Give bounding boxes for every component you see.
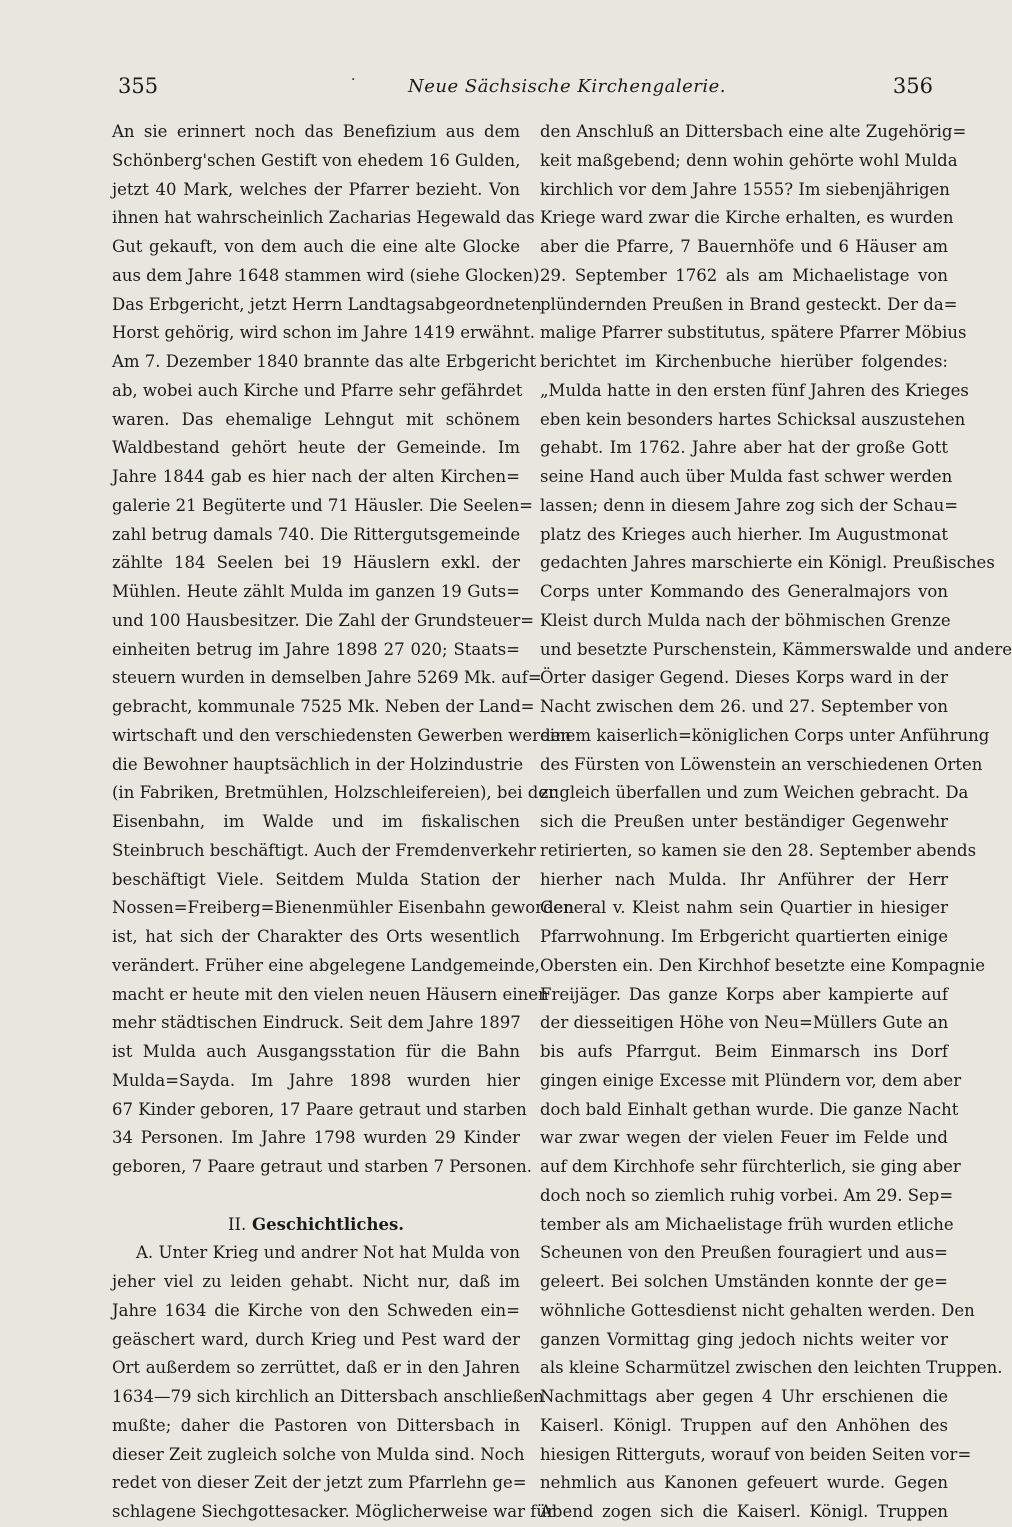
text-line: ist Mulda auch Ausgangsstation für die Bahn bbox=[112, 1042, 520, 1061]
left-column bbox=[112, 118, 575, 1527]
text-line: 1634—79 sich kirchlich an Dittersbach anschließen bbox=[112, 1387, 544, 1406]
text-line: nehmlich aus Kanonen gefeuert wurde. Gegen bbox=[540, 1473, 948, 1493]
text-line: gebracht, kommunale 7525 Mk. Neben der Land= bbox=[112, 697, 535, 716]
text-line: Kaiserl. Königl. Truppen auf den Anhöhen des bbox=[540, 1415, 948, 1435]
text-line: 67 Kinder geboren, 17 Paare getraut und starben bbox=[112, 1099, 527, 1119]
text-line: ganzen Vormittag ging jedoch nichts weiter vor bbox=[540, 1329, 948, 1349]
text-line: Pfarrwohnung. Im Erbgericht quartierten einige bbox=[540, 927, 948, 946]
text-line: Eisenbahn, im Walde und im fiskalischen bbox=[112, 812, 520, 831]
text-line: redet von dieser Zeit der jetzt zum Pfarrlehn ge= bbox=[112, 1473, 527, 1493]
text-line: Jahre 1844 gab es hier nach der alten Kirchen= bbox=[112, 467, 520, 486]
text-line: seine Hand auch über Mulda fast schwer werden bbox=[540, 467, 953, 486]
text-line: Jahre 1634 die Kirche von den Schweden ein= bbox=[112, 1300, 520, 1320]
section-heading bbox=[112, 1211, 520, 1240]
text-line: Freijäger. Das ganze Korps aber kampierte auf bbox=[540, 984, 948, 1004]
text-line: auf dem Kirchhofe sehr fürchterlich, sie ging aber bbox=[540, 1157, 961, 1176]
text-line: hiesigen Ritterguts, worauf von beiden Seiten vor= bbox=[540, 1444, 972, 1464]
text-line: geleert. Bei solchen Umständen konnte der ge= bbox=[540, 1272, 948, 1291]
text-line: Mulda=Sayda. Im Jahre 1898 wurden hier bbox=[112, 1070, 520, 1090]
text-line: mußte; daher die Pastoren von Dittersbach in bbox=[112, 1415, 520, 1435]
text-line: Nacht zwischen dem 26. und 27. September von bbox=[540, 697, 948, 716]
text-line: Scheunen von den Preußen fouragiert und aus= bbox=[540, 1243, 948, 1263]
right-column bbox=[540, 118, 1012, 1527]
page-number-right: 356 bbox=[892, 74, 933, 98]
page-header bbox=[118, 74, 933, 104]
header-mark: · bbox=[351, 72, 356, 88]
text-line: steuern wurden in demselben Jahre 5269 Mk. auf= bbox=[112, 668, 542, 688]
text-line: ist, hat sich der Charakter des Orts wesentlich bbox=[112, 927, 520, 946]
text-line: als kleine Scharmützel zwischen den leichten Truppen. bbox=[540, 1358, 1003, 1378]
text-line: gehabt. Im 1762. Jahre aber hat der große Gott bbox=[540, 438, 948, 458]
text-line: Abend zogen sich die Kaiserl. Königl. Truppen bbox=[540, 1502, 948, 1521]
text-line: ihnen hat wahrscheinlich Zacharias Hegewald das bbox=[112, 208, 535, 228]
text-line: malige Pfarrer substitutus, spätere Pfarrer Möbius bbox=[540, 323, 967, 343]
text-line: kirchlich vor dem Jahre 1555? Im siebenjährigen bbox=[540, 179, 950, 199]
text-line: Mühlen. Heute zählt Mulda im ganzen 19 Guts= bbox=[112, 582, 520, 601]
text-line: jetzt 40 Mark, welches der Pfarrer bezieht. Von bbox=[112, 179, 520, 199]
text-line: A. Unter Krieg und andrer Not hat Mulda von bbox=[136, 1243, 520, 1263]
text-line: des Fürsten von Löwenstein an verschiedenen Orten bbox=[540, 754, 983, 774]
text-line: sich die Preußen unter beständiger Gegenwehr bbox=[540, 812, 948, 831]
text-line: doch noch so ziemlich ruhig vorbei. Am 29. Sep= bbox=[540, 1185, 954, 1205]
text-line: dieser Zeit zugleich solche von Mulda sind. Noch bbox=[112, 1444, 525, 1464]
text-line: die Bewohner hauptsächlich in der Holzindustrie bbox=[112, 754, 524, 774]
text-line: platz des Krieges auch hierher. Im Augustmonat bbox=[540, 524, 948, 544]
running-title: Neue Sächsische Kirchengalerie. bbox=[408, 76, 727, 97]
text-line: plündernden Preußen in Brand gesteckt. Der da= bbox=[540, 294, 958, 314]
text-line: tember als am Michaelistage früh wurden etliche bbox=[540, 1214, 954, 1234]
spacer bbox=[112, 1182, 520, 1211]
text-line: gedachten Jahres marschierte ein Königl. Preußisches bbox=[540, 553, 995, 573]
text-line: beschäftigt Viele. Seitdem Mulda Station der bbox=[112, 869, 520, 889]
text-line: Corps unter Kommando des Generalmajors von bbox=[540, 582, 948, 601]
text-line: gingen einige Excesse mit Plündern vor, dem aber bbox=[540, 1070, 962, 1090]
section-title: Geschichtliches. bbox=[252, 1214, 404, 1234]
text-line: Örter dasiger Gegend. Dieses Korps ward in der bbox=[540, 668, 948, 688]
text-line: der diesseitigen Höhe von Neu=Müllers Gute an bbox=[540, 1013, 949, 1033]
text-line: zugleich überfallen und zum Weichen gebracht. Da bbox=[540, 783, 969, 803]
text-line: wöhnliche Gottesdienst nicht gehalten werden. Den bbox=[540, 1300, 975, 1320]
section-number: II. bbox=[228, 1214, 247, 1234]
text-line: Nossen=Freiberg=Bienenmühler Eisenbahn geworden bbox=[112, 898, 575, 918]
text-line: einheiten betrug im Jahre 1898 27 020; Staats= bbox=[112, 639, 520, 659]
text-line: keit maßgebend; denn wohin gehörte wohl Mulda bbox=[540, 150, 958, 170]
text-line: Nachmittags aber gegen 4 Uhr erschienen die bbox=[540, 1387, 948, 1406]
text-line: Schönberg'schen Gestift von ehedem 16 Gulden, bbox=[112, 150, 521, 170]
text-line: Steinbruch beschäftigt. Auch der Fremdenverkehr bbox=[112, 840, 537, 860]
text-line: zählte 184 Seelen bei 19 Häuslern exkl. der bbox=[112, 553, 520, 573]
text-line: Obersten ein. Den Kirchhof besetzte eine Kompagnie bbox=[540, 955, 986, 975]
text-line: wirtschaft und den verschiedensten Gewerben werden bbox=[112, 725, 572, 745]
text-line: doch bald Einhalt gethan wurde. Die ganze Nacht bbox=[540, 1099, 959, 1119]
text-line: und 100 Hausbesitzer. Die Zahl der Grundsteuer= bbox=[112, 610, 535, 630]
text-line: ab, wobei auch Kirche und Pfarre sehr gefährdet bbox=[112, 380, 523, 400]
text-line: verändert. Früher eine abgelegene Landgemeinde, bbox=[112, 955, 540, 975]
text-line: und besetzte Purschenstein, Kämmerswalde und andere bbox=[540, 639, 1012, 659]
text-line: mehr städtischen Eindruck. Seit dem Jahre 1897 bbox=[112, 1013, 521, 1033]
text-line: retirierten, so kamen sie den 28. September abends bbox=[540, 840, 977, 860]
text-line: den Anschluß an Dittersbach eine alte Zugehörig= bbox=[540, 122, 967, 141]
text-line: 34 Personen. Im Jahre 1798 wurden 29 Kinder bbox=[112, 1128, 520, 1148]
text-line: geäschert ward, durch Krieg und Pest ward der bbox=[112, 1329, 520, 1349]
text-line: Waldbestand gehört heute der Gemeinde. Im bbox=[112, 438, 520, 458]
text-line: An sie erinnert noch das Benefizium aus dem bbox=[112, 122, 520, 141]
text-line: Das Erbgericht, jetzt Herrn Landtagsabgeordneten bbox=[112, 294, 542, 314]
text-line: geboren, 7 Paare getraut und starben 7 Personen. bbox=[112, 1157, 532, 1176]
text-line: 29. September 1762 als am Michaelistage von bbox=[540, 265, 948, 285]
text-line: einem kaiserlich=königlichen Corps unter Anführung bbox=[540, 725, 990, 745]
text-line: zahl betrug damals 740. Die Rittergutsgemeinde bbox=[112, 524, 521, 544]
text-line: Ort außerdem so zerrüttet, daß er in den Jahren bbox=[112, 1358, 520, 1378]
text-line: war zwar wegen der vielen Feuer im Felde und bbox=[540, 1128, 948, 1148]
text-line: berichtet im Kirchenbuche hierüber folgendes: bbox=[540, 352, 948, 371]
text-line: jeher viel zu leiden gehabt. Nicht nur, daß im bbox=[112, 1272, 520, 1291]
text-line: hierher nach Mulda. Ihr Anführer der Herr bbox=[540, 869, 948, 889]
text-line: General v. Kleist nahm sein Quartier in hiesiger bbox=[540, 898, 948, 918]
page-number-left: 355 bbox=[118, 74, 159, 98]
text-line: Am 7. Dezember 1840 brannte das alte Erbgericht bbox=[112, 352, 537, 371]
text-line: aus dem Jahre 1648 stammen wird (siehe Glocken). bbox=[112, 265, 545, 285]
text-line: aber die Pfarre, 7 Bauernhöfe und 6 Häuser am bbox=[540, 237, 948, 256]
text-line: galerie 21 Begüterte und 71 Häusler. Die Seelen= bbox=[112, 495, 533, 515]
text-line: bis aufs Pfarrgut. Beim Einmarsch ins Dorf bbox=[540, 1042, 948, 1061]
text-line: Gut gekauft, von dem auch die eine alte Glocke bbox=[112, 237, 520, 256]
text-line: Kleist durch Mulda nach der böhmischen Grenze bbox=[540, 610, 951, 630]
text-line: Kriege ward zwar die Kirche erhalten, es wurden bbox=[540, 208, 954, 228]
text-line: waren. Das ehemalige Lehngut mit schönem bbox=[112, 409, 520, 429]
text-line: Horst gehörig, wird schon im Jahre 1419 erwähnt. bbox=[112, 323, 536, 343]
text-line: lassen; denn in diesem Jahre zog sich der Schau= bbox=[540, 495, 959, 515]
text-line: „Mulda hatte in den ersten fünf Jahren des Krieges bbox=[540, 380, 969, 400]
text-line: schlagene Siechgottesacker. Möglicherweise war für bbox=[112, 1502, 555, 1521]
text-line: macht er heute mit den vielen neuen Häusern einen bbox=[112, 984, 549, 1004]
text-line: (in Fabriken, Bretmühlen, Holzschleifereien), bei der bbox=[112, 783, 556, 803]
text-line: eben kein besonders hartes Schicksal auszustehen bbox=[540, 409, 966, 429]
